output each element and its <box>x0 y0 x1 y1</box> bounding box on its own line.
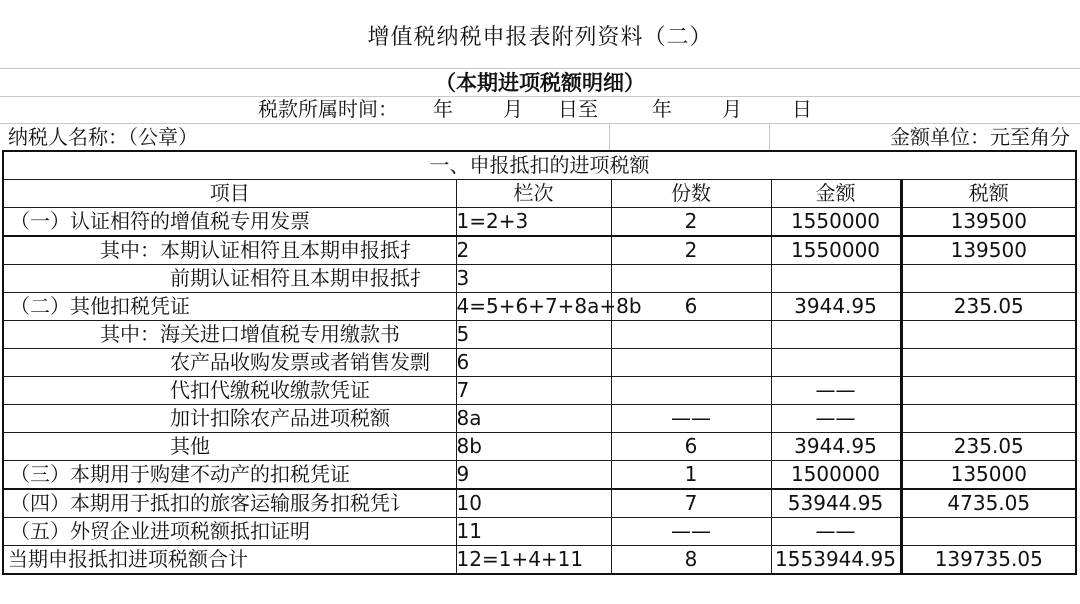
row-tax <box>901 405 1076 433</box>
row-count <box>611 265 771 293</box>
section-header-row <box>3 151 1076 180</box>
row-amount <box>771 349 901 377</box>
row-amount: —— <box>771 518 901 546</box>
column-header-line: 栏次 <box>456 180 611 208</box>
column-header-row <box>3 180 1076 208</box>
table-row <box>3 405 1076 433</box>
period-month-end: 月 <box>722 97 742 121</box>
table-row <box>3 236 1076 265</box>
row-item: 加计扣除农产品进项税额 <box>3 405 456 433</box>
row-count: 6 <box>611 293 771 321</box>
row-line: 7 <box>456 377 611 405</box>
row-tax: 139735.05 <box>901 546 1076 575</box>
period-year-end: 年 <box>652 97 672 121</box>
row-line: 8b <box>456 433 611 461</box>
column-header-count: 份数 <box>611 180 771 208</box>
row-count: 2 <box>611 236 771 265</box>
input-tax-table <box>2 150 1077 575</box>
row-line: 2 <box>456 236 611 265</box>
column-header-amount: 金额 <box>771 180 901 208</box>
grid-line <box>769 124 770 150</box>
row-count: 2 <box>611 208 771 237</box>
table-row <box>3 349 1076 377</box>
row-tax: 4735.05 <box>901 489 1076 518</box>
row-line: 12=1+4+11 <box>456 546 611 575</box>
row-amount: 3944.95 <box>771 293 901 321</box>
column-header-tax: 税额 <box>901 180 1076 208</box>
row-line: 1=2+3 <box>456 208 611 237</box>
page-title: 增值税纳税申报表附列资料（二） <box>367 24 713 50</box>
row-item: 代扣代缴税收缴款凭证 <box>3 377 456 405</box>
table-row <box>3 518 1076 546</box>
table-row <box>3 293 1076 321</box>
row-line: 9 <box>456 461 611 490</box>
row-item: （五）外贸企业进项税额抵扣证明 <box>3 518 456 546</box>
row-line: 8a <box>456 405 611 433</box>
table-row <box>3 265 1076 293</box>
row-amount: 1500000 <box>771 461 901 490</box>
period-label: 税款所属时间： <box>258 97 398 121</box>
section-title: 一、申报抵扣的进项税额 <box>3 151 1076 180</box>
grid-line <box>609 124 610 150</box>
row-amount <box>771 265 901 293</box>
row-tax: 235.05 <box>901 433 1076 461</box>
row-amount: 3944.95 <box>771 433 901 461</box>
row-tax <box>901 349 1076 377</box>
row-tax: 135000 <box>901 461 1076 490</box>
row-line: 11 <box>456 518 611 546</box>
row-amount <box>771 321 901 349</box>
row-tax <box>901 265 1076 293</box>
row-amount: 53944.95 <box>771 489 901 518</box>
row-tax: 235.05 <box>901 293 1076 321</box>
table-row <box>3 461 1076 490</box>
row-count: 6 <box>611 433 771 461</box>
row-count: 8 <box>611 546 771 575</box>
row-item: 前期认证相符且本期申报抵扌 <box>3 265 456 293</box>
row-line: 5 <box>456 321 611 349</box>
row-line: 4=5+6+7+8a+8b <box>456 293 611 321</box>
row-item: （一）认证相符的增值税专用发票 <box>3 208 456 237</box>
table-row <box>3 377 1076 405</box>
row-line: 10 <box>456 489 611 518</box>
amount-unit-label: 金额单位：元至角分 <box>890 125 1070 149</box>
column-header-item: 项目 <box>3 180 456 208</box>
table-row-total <box>3 546 1076 575</box>
row-item: 农产品收购发票或者销售发剽 <box>3 349 456 377</box>
row-tax <box>901 518 1076 546</box>
table-row <box>3 208 1076 237</box>
row-tax <box>901 321 1076 349</box>
row-count: 7 <box>611 489 771 518</box>
table-row <box>3 433 1076 461</box>
row-item: 当期申报抵扣进项税额合计 <box>3 546 456 575</box>
row-count <box>611 349 771 377</box>
row-count: 1 <box>611 461 771 490</box>
row-amount: —— <box>771 377 901 405</box>
row-line: 3 <box>456 265 611 293</box>
row-item: 其中：海关进口增值税专用缴款书 <box>3 321 456 349</box>
table-row <box>3 489 1076 518</box>
period-year-start: 年 <box>433 97 453 121</box>
row-item: 其他 <box>3 433 456 461</box>
row-tax: 139500 <box>901 236 1076 265</box>
row-count: —— <box>611 518 771 546</box>
row-item: 其中：本期认证相符且本期申报抵扌 <box>3 236 456 265</box>
row-count <box>611 321 771 349</box>
table-row <box>3 321 1076 349</box>
page-subtitle: （本期进项税额明细） <box>435 71 645 95</box>
period-month-start: 月 <box>503 97 523 121</box>
period-day-end: 日 <box>792 97 812 121</box>
row-line: 6 <box>456 349 611 377</box>
taxpayer-name-label: 纳税人名称：（公章） <box>8 125 198 149</box>
row-tax: 139500 <box>901 208 1076 237</box>
row-amount: —— <box>771 405 901 433</box>
row-amount: 1553944.95 <box>771 546 901 575</box>
row-amount: 1550000 <box>771 236 901 265</box>
row-tax <box>901 377 1076 405</box>
row-item: （四）本期用于抵扣的旅客运输服务扣税凭讠 <box>3 489 456 518</box>
row-count <box>611 377 771 405</box>
row-item: （三）本期用于购建不动产的扣税凭证 <box>3 461 456 490</box>
row-item: （二）其他扣税凭证 <box>3 293 456 321</box>
period-day-to: 日至 <box>558 97 598 121</box>
row-amount: 1550000 <box>771 208 901 237</box>
row-count: —— <box>611 405 771 433</box>
